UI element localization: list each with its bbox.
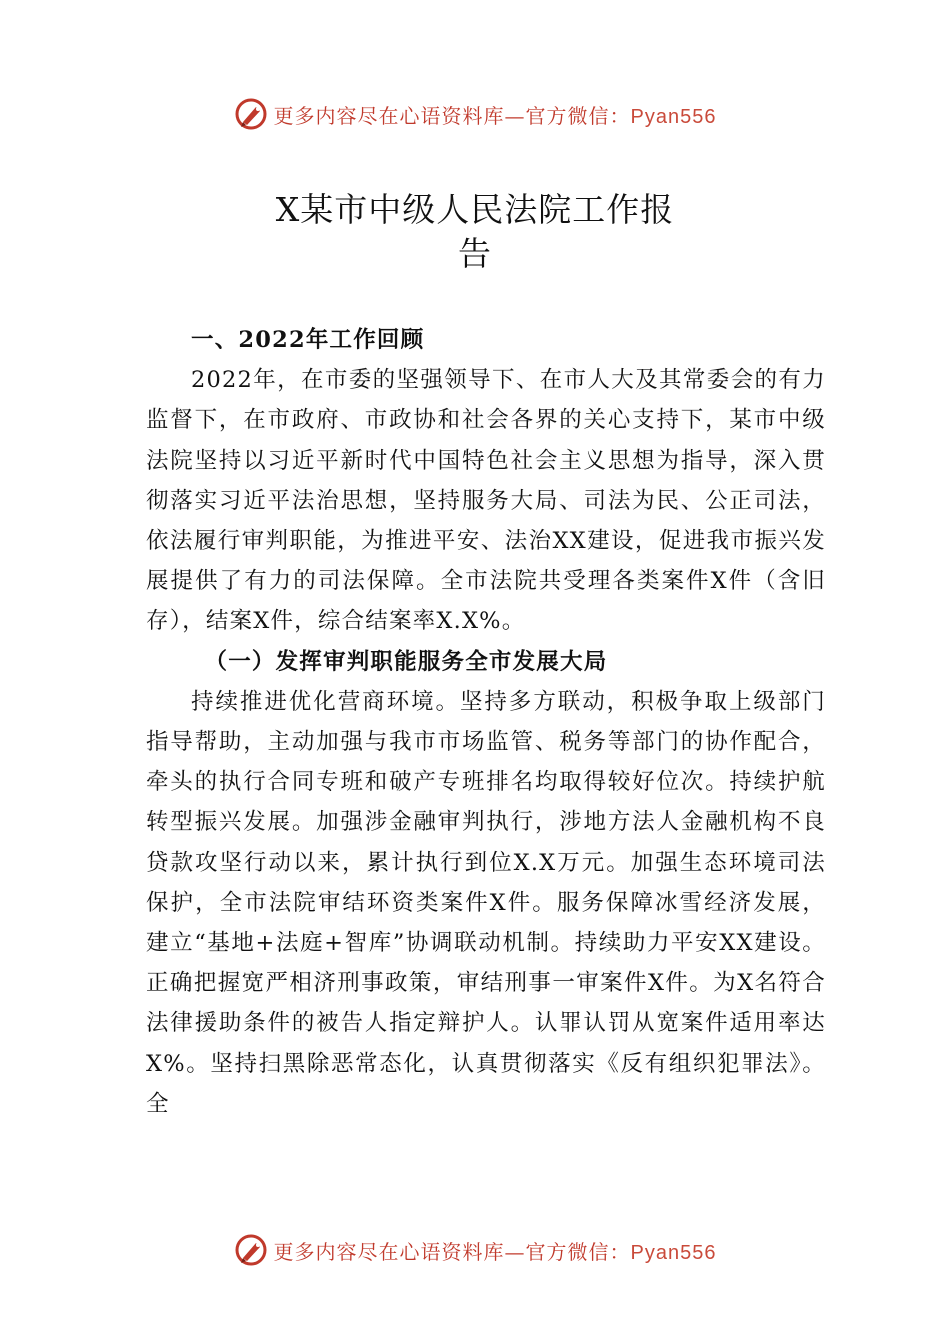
footer-watermark-banner bbox=[0, 1228, 950, 1272]
pen-logo-icon bbox=[234, 1233, 268, 1267]
title-line-2: 告 bbox=[458, 234, 492, 273]
subsection-heading: （一）发挥审判职能服务全市发展大局 bbox=[204, 648, 608, 675]
header-watermark-banner bbox=[0, 92, 950, 136]
document-title bbox=[0, 188, 950, 276]
wechat-id: Pyan556 bbox=[630, 1241, 717, 1264]
pen-logo-icon bbox=[234, 97, 268, 131]
watermark-text: 更多内容尽在心语资料库—官方微信：Pyan556 bbox=[273, 103, 717, 128]
watermark-text: 更多内容尽在心语资料库—官方微信：Pyan556 bbox=[273, 1239, 717, 1264]
title-line-1: X某市中级人民法院工作报 bbox=[275, 190, 675, 229]
paragraph-1: 2022年，在市委的坚强领导下、在市人大及其常委会的有力监督下，在市政府、市政协和社会各界的关心支持下，某市中级法院坚持以习近平新时代中国特色社会主义思想为指导，深入贯彻落实习近平法治思想，坚持服务大局、司法为民、公正司法，依法履行审判职能，为推进平安、法治XX建设，促进我市振兴发展提供了有力的司法保障。全市法院共受理各类案件X件（含旧存），结案X件，综合结案率X.X%。 bbox=[146, 367, 826, 635]
document-body bbox=[146, 320, 826, 1124]
paragraph-2: 持续推进优化营商环境。坚持多方联动，积极争取上级部门指导帮助，主动加强与我市市场监管、税务等部门的协作配合，牵头的执行合同专班和破产专班排名均取得较好位次。持续护航转型振兴发展。加强涉金融审判执行，涉地方法人金融机构不良贷款攻坚行动以来，累计执行到位X.X万元。加强生态环境司法保护，全市法院审结环资类案件X件。服务保障冰雪经济发展，建立“基地+法庭+智库”协调联动机制。持续助力平安XX建设。正确把握宽严相济刑事政策，审结刑事一审案件X件。为X名符合法律援助条件的被告人指定辩护人。认罪认罚从宽案件适用率达X%。坚持扫黑除恶常态化，认真贯彻落实《反有组织犯罪法》。全 bbox=[146, 688, 826, 1117]
section-heading: 一、2022年工作回顾 bbox=[191, 327, 425, 353]
wechat-id: Pyan556 bbox=[630, 105, 717, 128]
